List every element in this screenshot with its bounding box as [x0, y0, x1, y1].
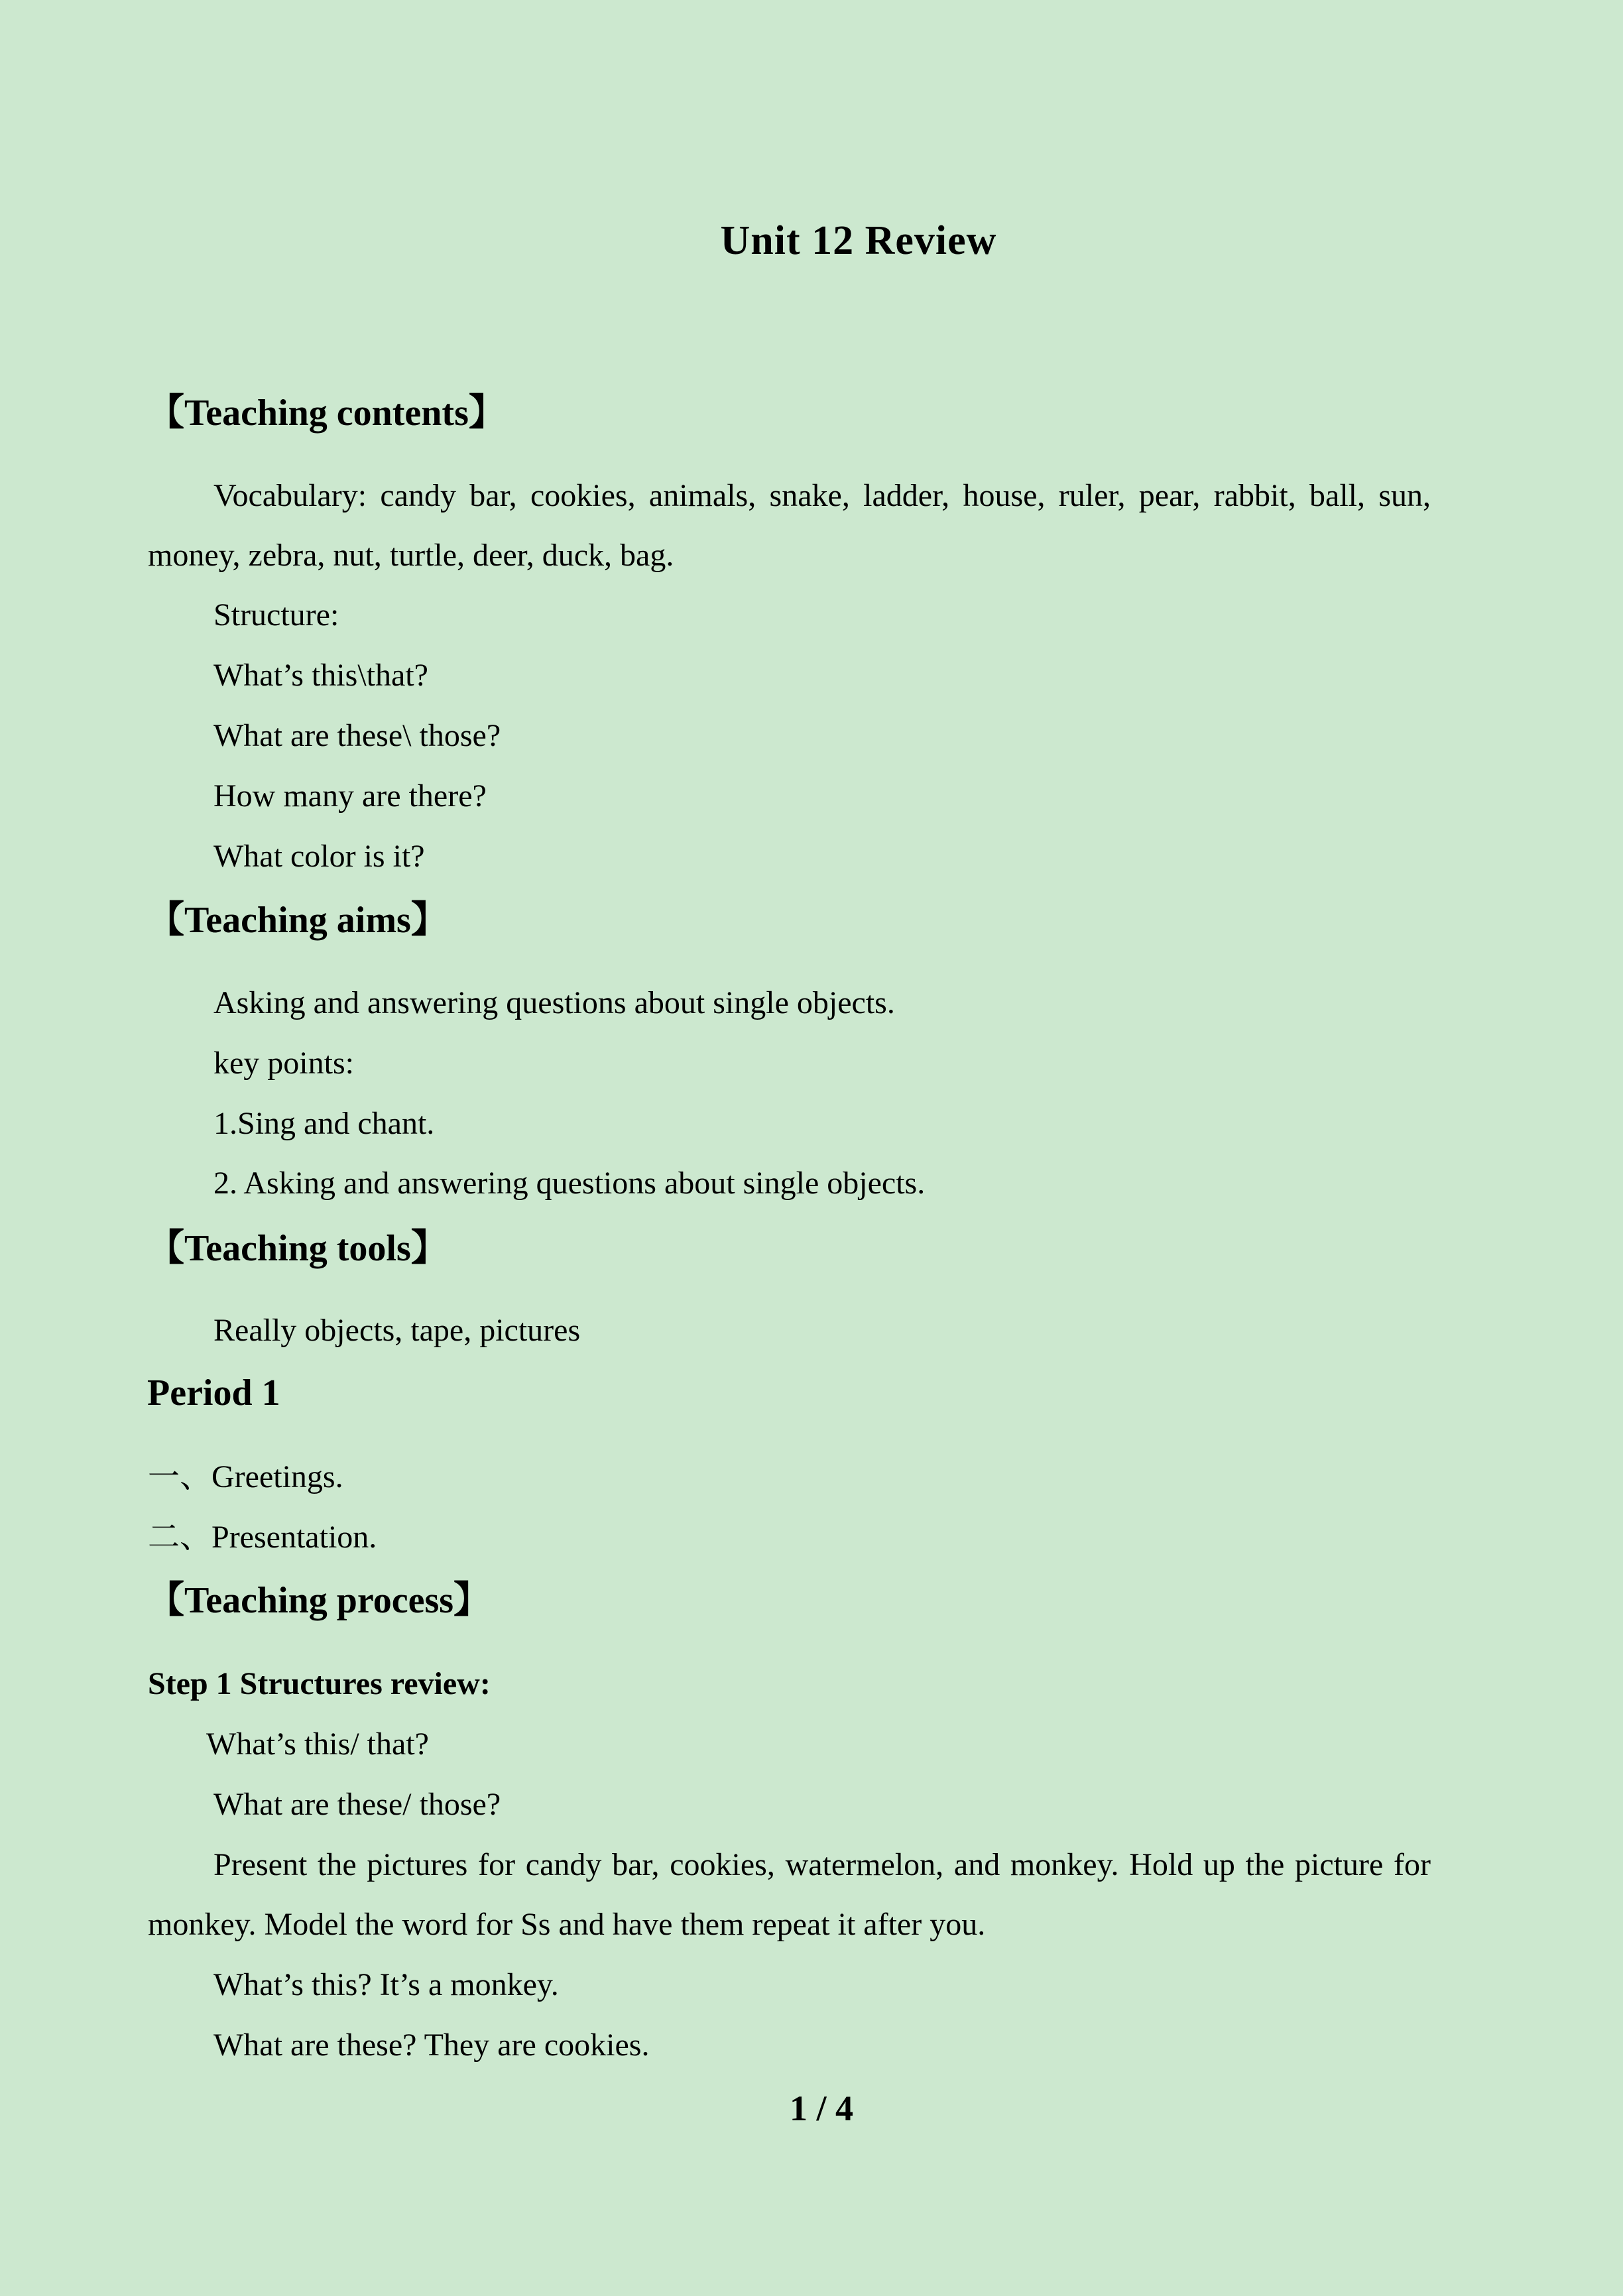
period-item: 一、Greetings. — [148, 1459, 343, 1494]
key-point-item: 2. Asking and answering questions about single objects. — [213, 1166, 926, 1201]
process-paragraph: Present the pictures for candy bar, cookies, watermelon, and monkey. Hold up the picture for monkey. Model the word for Ss and have them repeat it after you. — [148, 1847, 1431, 1942]
page-number: 1 / 4 — [789, 2088, 853, 2128]
structure-item: How many are there? — [213, 778, 487, 814]
structure-item: What are these\ those? — [213, 718, 501, 753]
key-point-item: 1.Sing and chant. — [213, 1106, 435, 1141]
step-1-title: Step 1 Structures review: — [148, 1666, 491, 1701]
teaching-tools-heading: 【Teaching tools】 — [147, 1228, 448, 1269]
period-item: 二、Presentation. — [148, 1520, 377, 1555]
structure-item: What’s this\that? — [213, 658, 428, 693]
example-line: What are these? They are cookies. — [213, 2027, 650, 2063]
teaching-process-heading: 【Teaching process】 — [147, 1580, 491, 1621]
teaching-aims-heading: 【Teaching aims】 — [147, 900, 448, 941]
example-line: What’s this? It’s a monkey. — [213, 1967, 559, 2002]
period-heading: Period 1 — [147, 1372, 280, 1414]
aim-text: Asking and answering questions about single objects. — [213, 985, 895, 1020]
vocabulary-paragraph: Vocabulary: candy bar, cookies, animals, snake, ladder, house, ruler, pear, rabbit, ball, sun, money, zebra, nut, turtle, deer, duck, bag. — [148, 478, 1431, 573]
page-title: Unit 12 Review — [720, 218, 997, 263]
step-structure-line: What’s this/ that? — [206, 1726, 429, 1762]
structure-label: Structure: — [213, 597, 339, 633]
teaching-contents-heading: 【Teaching contents】 — [147, 393, 506, 434]
tools-text: Really objects, tape, pictures — [213, 1313, 581, 1348]
step-structure-line: What are these/ those? — [213, 1787, 501, 1822]
structure-item: What color is it? — [213, 839, 425, 874]
key-points-label: key points: — [213, 1046, 354, 1081]
